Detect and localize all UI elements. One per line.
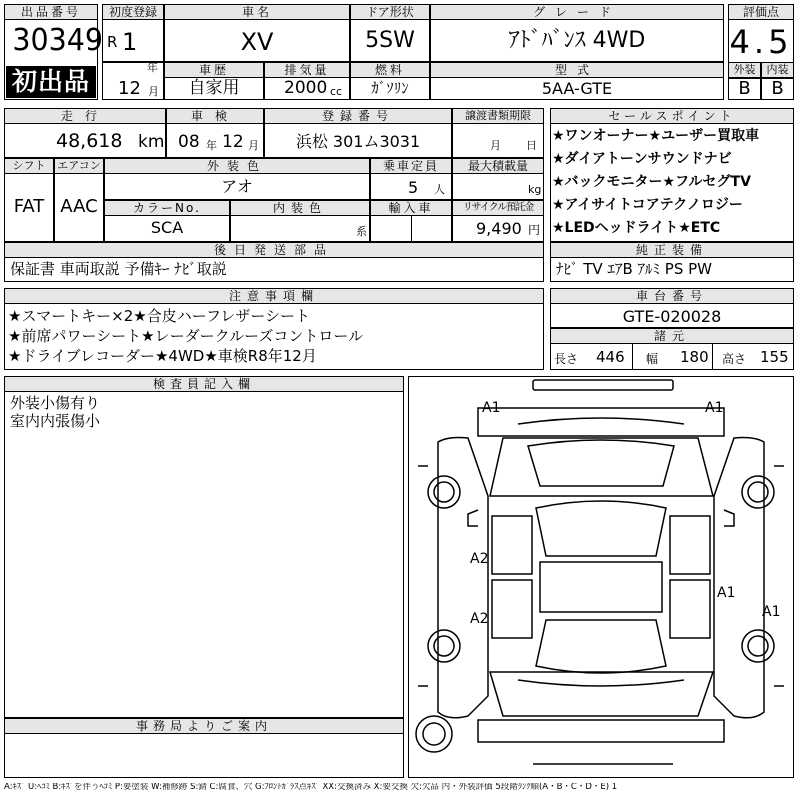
intcolor-label: 内装色	[230, 200, 370, 216]
notes-label: 注意事項欄	[4, 288, 544, 304]
inspector-line: 室内内張傷小	[10, 412, 101, 430]
load-label: 最大積載量	[452, 158, 544, 174]
sales-label: セールスポイント	[550, 108, 794, 124]
import-divider	[411, 216, 412, 242]
history: 自家用	[188, 78, 240, 98]
grade: ｱﾄﾞﾊﾞﾝｽ 4WD	[508, 28, 646, 53]
damage-mark: A1	[762, 604, 781, 620]
damage-mark: A1	[717, 585, 736, 601]
car-name-label: 車名	[164, 4, 350, 20]
displacement-label: 排気量	[264, 62, 350, 78]
transfer-day: 日	[526, 139, 537, 152]
year-unit: 年	[147, 61, 158, 74]
lot-number: 30349	[12, 23, 104, 58]
mileage: 48,618	[56, 130, 123, 152]
chassis-label: 車台番号	[550, 288, 794, 304]
length: 446	[596, 348, 625, 366]
lot-label: 出品番号	[4, 4, 98, 20]
damage-mark: A2	[470, 611, 489, 627]
color: アオ	[221, 177, 253, 196]
month-unit: 月	[148, 85, 159, 98]
notes-line: ★ドライブレコーダー★4WD★車検R8年12月	[8, 347, 317, 365]
chassis-number: GTE-020028	[622, 307, 722, 326]
notes-line: ★前席パワーシート★レーダークルーズコントロール	[8, 327, 364, 345]
color-label: 外装色	[104, 158, 370, 174]
colorno-label: カラーNo.	[104, 200, 230, 216]
car-damage-diagram	[408, 376, 794, 778]
fuel-label: 燃料	[350, 62, 430, 78]
load-unit: kg	[528, 183, 542, 196]
reg-year: 1	[122, 28, 138, 56]
import-label: 輸入車	[370, 200, 452, 216]
sales-line: ★アイサイトコアテクノロジー	[552, 197, 743, 213]
height-label: 高さ	[722, 352, 747, 366]
door-label: ドア形状	[350, 4, 430, 20]
score-label: 評価点	[728, 4, 794, 20]
insp-year: 08	[178, 132, 200, 152]
mileage-label: 走行	[4, 108, 166, 124]
dims-divider	[712, 344, 713, 370]
damage-mark: A1	[482, 400, 501, 416]
grade-label: グレード	[430, 4, 724, 20]
era: R	[107, 33, 118, 51]
dims-divider	[632, 344, 633, 370]
transfer-label: 譲渡書類期限	[452, 108, 544, 124]
reg-month: 12	[118, 78, 141, 99]
length-label: 長さ	[554, 352, 579, 366]
int-grade: B	[771, 78, 784, 99]
colorno: SCA	[150, 218, 184, 237]
sales-line: ★ダイアトーンサウンドナビ	[552, 151, 732, 167]
equipment: ﾅﾋﾞ TV ｴｱB ｱﾙﾐ PS PW	[556, 260, 712, 278]
recycle: 9,490	[476, 219, 522, 238]
model: 5AA-GTE	[541, 79, 613, 98]
shift: FAT	[13, 196, 45, 217]
ext-label: 外装	[728, 62, 761, 78]
inspection-label: 車検	[166, 108, 264, 124]
sales-line: ★ワンオーナー★ユーザー買取車	[552, 128, 760, 144]
width: 180	[680, 348, 709, 366]
car-name: XV	[240, 28, 274, 56]
plate: 浜松 301ム3031	[295, 132, 421, 151]
displacement: 2000	[284, 78, 328, 98]
inspector-label: 検査員記入欄	[4, 376, 404, 392]
seats-label: 乗車定員	[370, 158, 452, 174]
door-type: 5SW	[365, 28, 415, 53]
height: 155	[760, 348, 789, 366]
width-label: 幅	[646, 352, 659, 366]
damage-mark: A2	[470, 551, 489, 567]
later-parts-label: 後日発送部品	[4, 242, 544, 258]
first-reg-label: 初度登録	[102, 4, 164, 20]
dims-label: 諸元	[550, 328, 794, 344]
seats-unit: 人	[434, 183, 445, 196]
recycle-unit: 円	[528, 223, 541, 237]
shift-label: シフト	[4, 158, 54, 174]
equipment-label: 純正装備	[550, 242, 794, 258]
new-listing-text: 初出品	[12, 67, 91, 96]
seats: 5	[408, 178, 419, 197]
ac-label: エアコン	[54, 158, 104, 174]
ac: AAC	[60, 196, 98, 217]
model-label: 型式	[430, 62, 724, 78]
legend: A:ｷｽﾞ U:ﾍｺﾐ B:ｷｽﾞを伴うﾍｺﾐ P:要塗装 W:補修跡 S:錆 C:腐食、穴 G:ﾌﾛﾝﾄｶﾞﾗｽ点ｷｽﾞ XX:交換済み X:要交換 欠:欠品 内・外装評価 5段階ﾗﾝｸ順(A・B・C・D・E) 1	[4, 783, 618, 792]
inspector-line: 外装小傷有り	[10, 394, 101, 412]
damage-mark: A1	[705, 400, 724, 416]
intcolor-unit: 系	[356, 225, 367, 238]
insp-year-unit: 年	[206, 139, 217, 152]
plate-label: 登録番号	[264, 108, 452, 124]
displacement-unit: cc	[330, 85, 343, 98]
ext-grade: B	[738, 78, 751, 99]
later-parts: 保証書 車両取説 予備ｷｰ ﾅﾋﾞ取説	[10, 260, 227, 278]
insp-month: 12	[222, 132, 244, 152]
transfer-month: 月	[490, 139, 501, 152]
history-label: 車歴	[164, 62, 264, 78]
sales-line: ★バックモニター★フルセグTV	[552, 174, 751, 190]
insp-month-unit: 月	[248, 139, 259, 152]
recycle-label: リサイクル預託金	[452, 200, 544, 216]
notes-line: ★スマートキー×2★合皮ハーフレザーシート	[8, 307, 311, 325]
sales-line: ★LEDヘッドライト★ETC	[552, 220, 721, 236]
mileage-unit: km	[138, 132, 165, 152]
int-label: 内装	[761, 62, 794, 78]
office-label: 事務局よりご案内	[4, 718, 404, 734]
score: 4.5	[729, 23, 793, 61]
fuel: ｶﾞｿﾘﾝ	[371, 79, 409, 97]
